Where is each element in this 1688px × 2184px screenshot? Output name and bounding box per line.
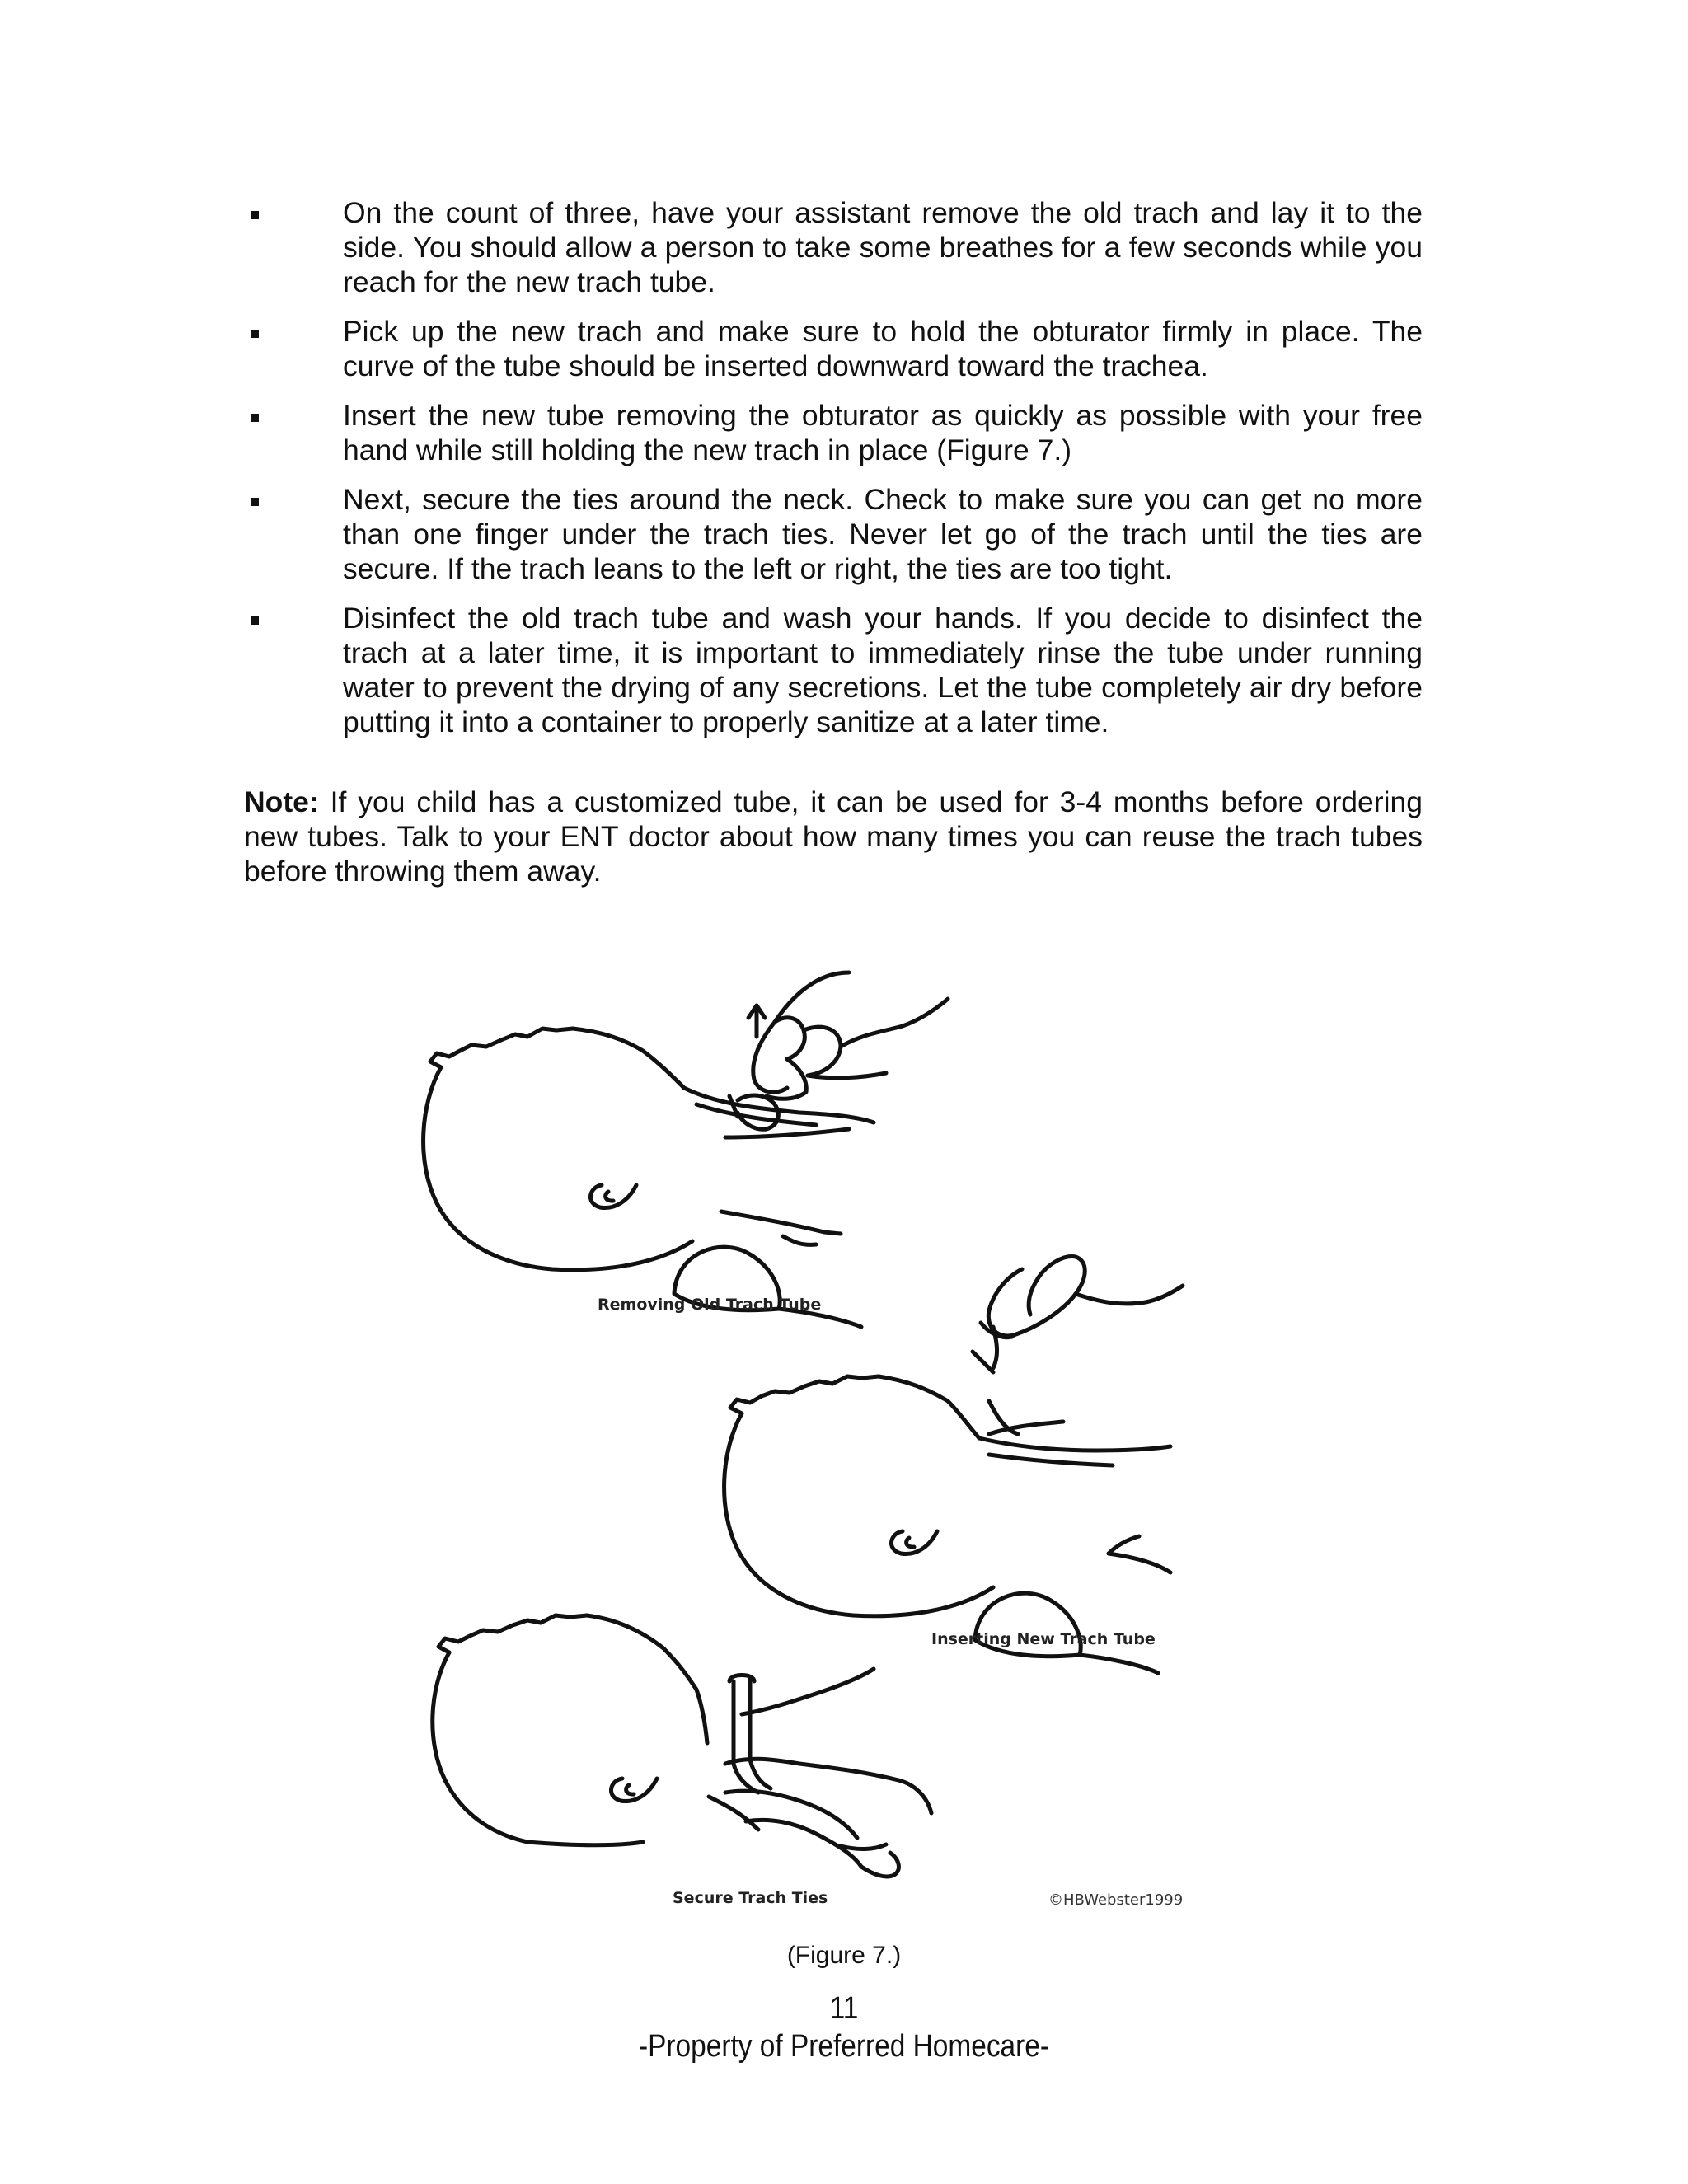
bullet-icon <box>251 616 259 625</box>
list-item <box>244 195 1423 299</box>
page-number: 11 <box>829 1991 859 2026</box>
illustration-drawing <box>412 940 1302 1937</box>
bullet-icon <box>251 498 259 506</box>
hand-inserting-trach <box>973 1257 1183 1372</box>
label-secure-trach-ties: Secure Trach Ties <box>673 1889 828 1907</box>
list-item <box>244 601 1423 739</box>
infant-head-securing <box>433 1615 874 1845</box>
bullet-icon <box>251 330 259 338</box>
note-paragraph <box>244 785 1423 888</box>
bullet-icon <box>251 211 259 219</box>
note-label: Note: <box>244 785 319 818</box>
list-item-text: Disinfect the old trach tube and wash your hands. If you decide to disinfect the trach at a later time, it is important to immediately rinse the tube under running water to prevent the drying of any secretions. Let the tube completely air dry before putting it into a container to properly sanitize at a later time. <box>343 602 1423 738</box>
illustration-credit: ©HBWebster1999 <box>1048 1891 1184 1909</box>
hand-removing-trach <box>729 972 948 1129</box>
note-text: If you child has a customized tube, it can be used for 3-4 months before ordering new tubes. Talk to your ENT doctor about how many times you can reuse the trach tubes before throwing them away. <box>244 785 1423 888</box>
bullet-icon <box>251 414 259 422</box>
trach-tube-secured <box>709 1675 771 1830</box>
list-item-text: Insert the new tube removing the obturator as quickly as possible with your free hand while still holding the new trach in place (Figure 7.) <box>343 399 1423 466</box>
footer-text: -Property of Preferred Homecare- <box>638 2029 1050 2064</box>
list-item-text: On the count of three, have your assistant remove the old trach and lay it to the side. You should allow a person to take some breathes for a few seconds while you reach for the new trach tube. <box>343 196 1423 298</box>
list-item-text: Next, secure the ties around the neck. Check to make sure you can get no more than one finger under the trach ties. Never let go of the trach until the ties are secure. If the trach leans to the left or right, the ties are too tight. <box>343 483 1423 585</box>
list-item-text: Pick up the new trach and make sure to hold the obturator firmly in place. The curve of the tube should be inserted downward toward the trachea. <box>343 315 1423 382</box>
label-inserting-new-trach: Inserting New Trach Tube <box>931 1630 1156 1648</box>
infant-head-inserting <box>724 1376 1170 1673</box>
infant-head-removing <box>424 1029 874 1327</box>
instruction-list <box>244 195 1423 754</box>
list-item <box>244 314 1423 383</box>
list-item <box>244 482 1423 586</box>
label-removing-old-trach: Removing Old Trach Tube <box>598 1296 822 1314</box>
figure-caption: (Figure 7.) <box>786 1942 902 1969</box>
trach-change-illustration <box>412 940 1302 1937</box>
list-item <box>244 398 1423 467</box>
